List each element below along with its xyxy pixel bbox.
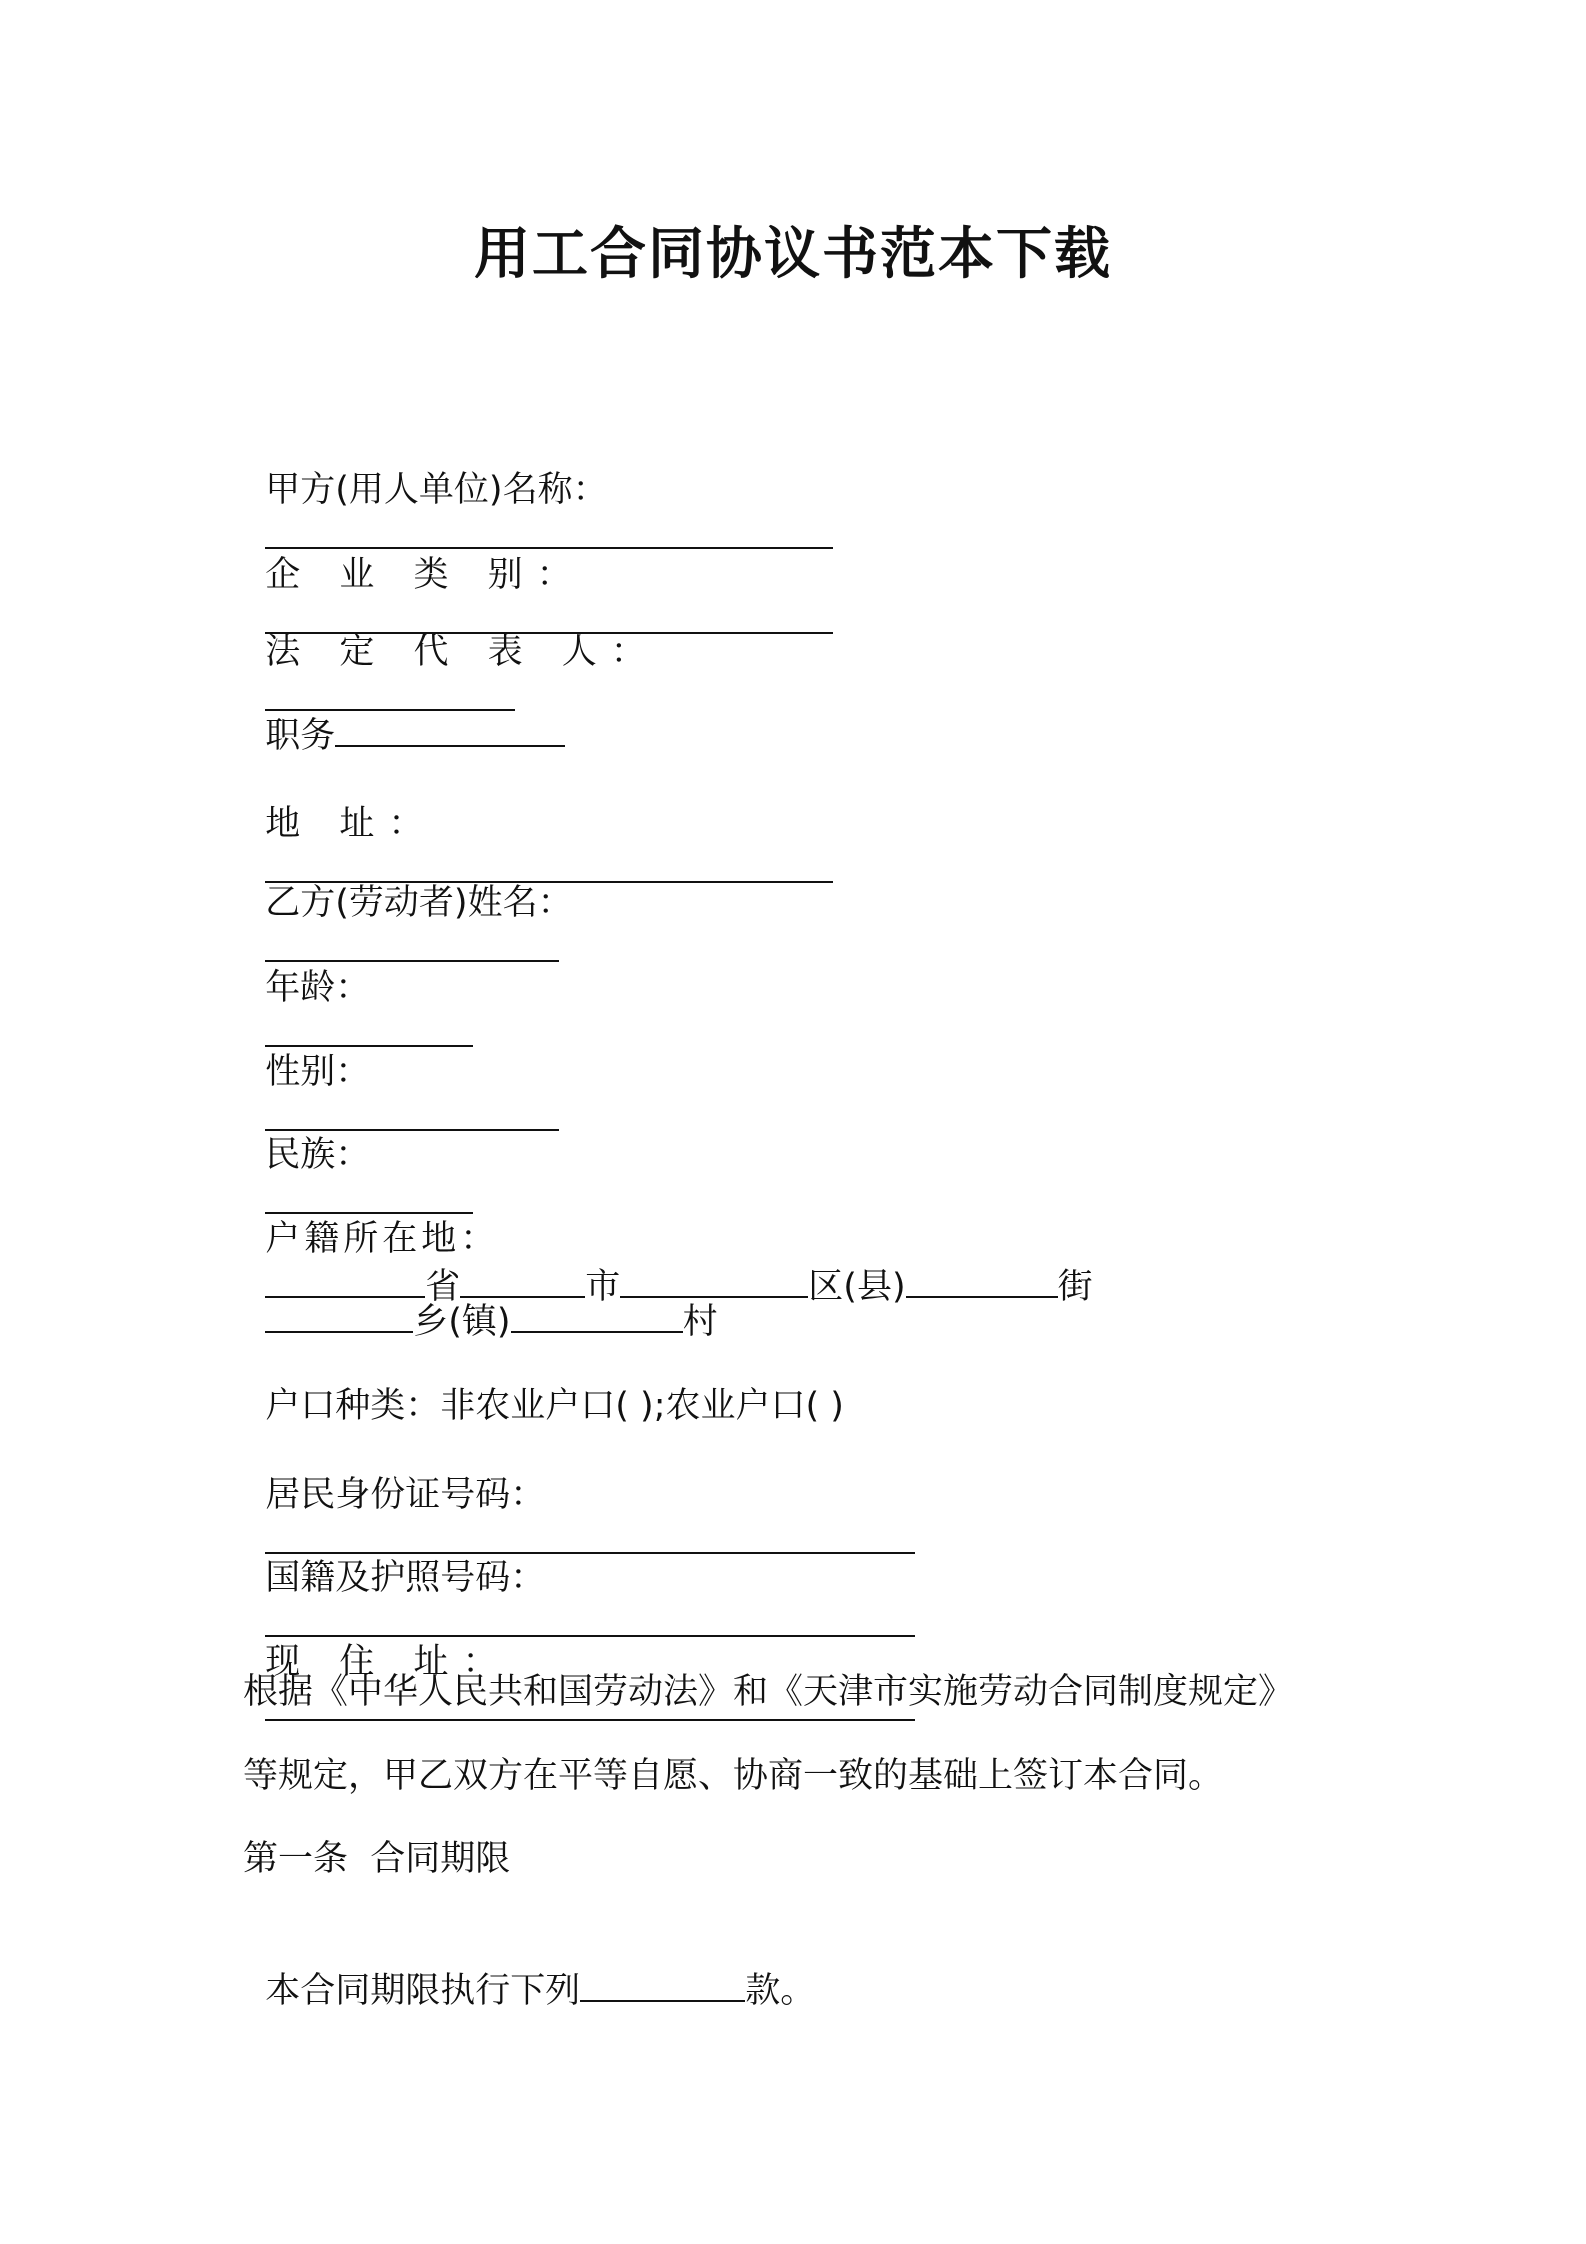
passport-label: 国籍及护照号码：	[265, 1558, 546, 1598]
current-address-label: 现 住 址：	[265, 1642, 512, 1682]
hukou-agri-option[interactable]: 农业户口( )	[665, 1386, 844, 1426]
legal-rep-label: 法 定 代 表 人：	[265, 632, 660, 672]
preamble-line-1: 根据《中华人民共和国劳动法》和《天津市实施劳动合同制度规定》	[243, 1672, 1294, 1712]
province-label: 省	[425, 1267, 461, 1307]
household-label: 户籍所在地：	[265, 1219, 500, 1259]
household-row-2	[243, 1250, 718, 1346]
enterprise-category-label: 企 业 类 别：	[265, 555, 586, 595]
preamble-line-2: 等规定，甲乙双方在平等自愿、协商一致的基础上签订本合同。	[243, 1756, 1224, 1796]
article-1-heading: 第一条 合同期限	[243, 1839, 511, 1879]
party-b-name-label: 乙方(劳动者)姓名：	[265, 883, 573, 923]
street-label: 街	[1057, 1267, 1093, 1307]
hukou-type-row	[243, 1334, 844, 1430]
township-label: 乡(镇)	[413, 1302, 511, 1342]
id-number-label: 居民身份证号码：	[265, 1475, 546, 1515]
position-label: 职务	[265, 716, 336, 756]
street-field[interactable]	[906, 1266, 1058, 1298]
city-label: 市	[585, 1267, 621, 1307]
township-field[interactable]	[265, 1301, 413, 1333]
village-field[interactable]	[511, 1301, 683, 1333]
hukou-non-agri-option[interactable]: 非农业户口( );	[440, 1386, 666, 1426]
position-row	[243, 664, 565, 760]
hukou-type-label: 户口种类：	[265, 1386, 441, 1426]
party-a-name-label: 甲方(用人单位)名称：	[265, 470, 608, 510]
gender-label: 性别：	[265, 1052, 371, 1092]
district-label: 区(县)	[808, 1267, 906, 1307]
article-1-clause-field[interactable]	[580, 1970, 745, 2002]
page-title: 用工合同协议书范本下载	[474, 222, 1112, 287]
village-label: 村	[682, 1302, 718, 1342]
address-label: 地 址：	[265, 804, 438, 844]
article-1-text	[243, 1919, 815, 2015]
article-1-text-suffix: 款。	[745, 1971, 816, 2011]
ethnicity-label: 民族：	[265, 1135, 371, 1175]
article-1-text-prefix: 本合同期限执行下列	[265, 1971, 581, 2011]
age-label: 年龄：	[265, 968, 371, 1008]
position-field[interactable]	[335, 715, 565, 747]
